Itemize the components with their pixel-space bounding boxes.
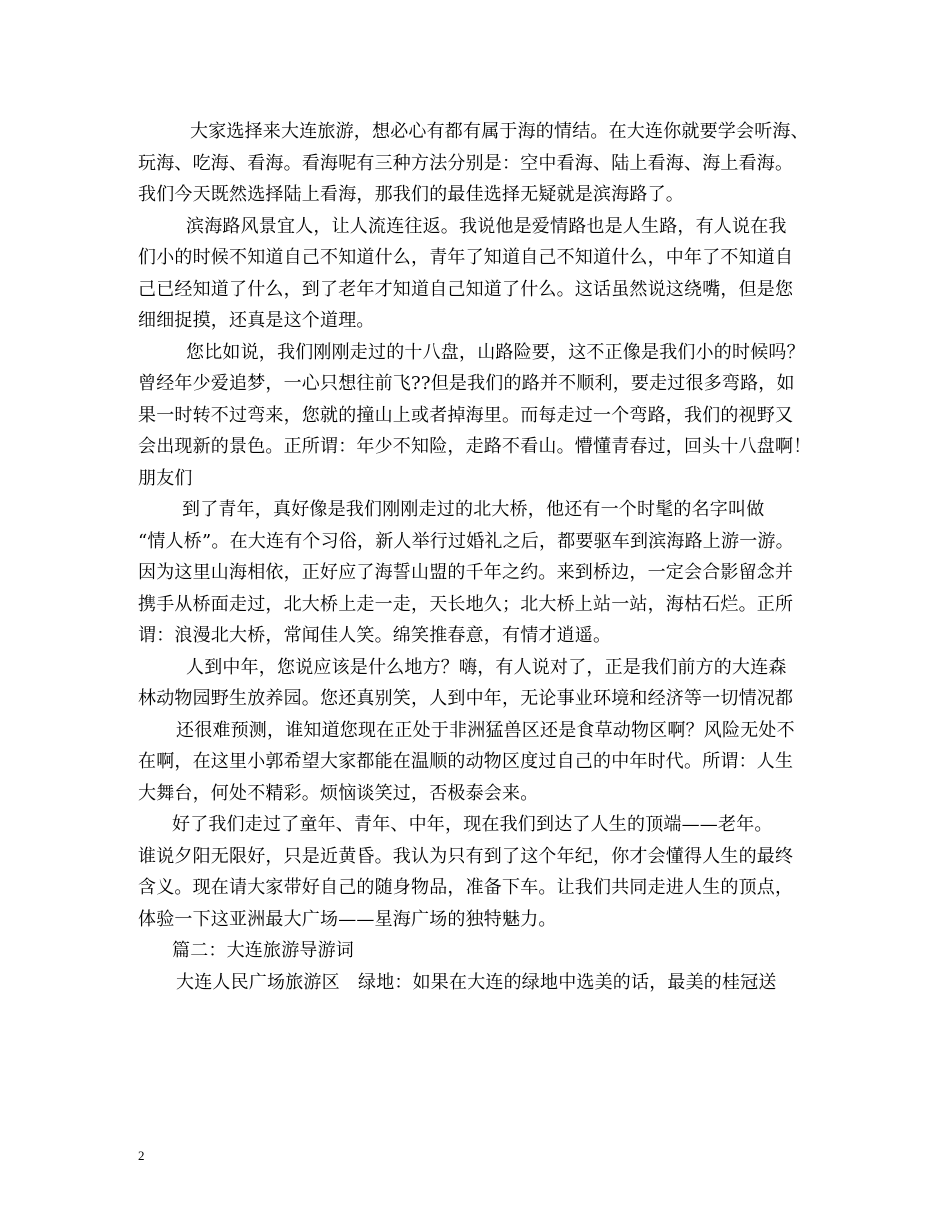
text-line: 林动物园野生放养园。您还真别笑，人到中年，无论事业环境和经济等一切情况都 [138, 688, 794, 709]
text-line: 人到中年，您说应该是什么地方？嗨，有人说对了，正是我们前方的大连森 [186, 656, 787, 678]
text-line: 谓：浪漫北大桥，常闻佳人笑。绵笑推春意，有情才逍遥。 [138, 625, 612, 646]
text-line: 细细捉摸，还真是这个道理。 [138, 310, 375, 331]
text-line: “情人桥”。在大连有个习俗，新人举行过婚礼之后，都要驱车到滨海路上游一游。 [138, 530, 794, 552]
text-line: 果一时转不过弯来，您就的撞山上或者掉海里。而每走过一个弯路，我们的视野又 [138, 404, 794, 426]
text-line: 朋友们 [138, 467, 193, 489]
text-line: 您比如说，我们刚刚走过的十八盘，山路险要，这不正像是我们小的时候吗？ [186, 341, 805, 363]
text-line: 大家选择来大连旅游，想必心有都有属于海的情结。在大连你就要学会听海、 [190, 121, 809, 142]
text-line: 曾经年少爱追梦，一心只想往前飞??但是我们的路并不顺利，要走过很多弯路，如 [138, 373, 795, 394]
text-line: 大舞台，何处不精彩。烦恼谈笑过，否极泰会来。 [138, 782, 539, 804]
text-line: 体验一下这亚洲最大广场——星海广场的独特魅力。 [138, 908, 557, 930]
text-line: 好了我们走过了童年、青年、中年，现在我们到达了人生的顶端——老年。 [172, 814, 773, 835]
text-line: 己已经知道了什么，到了老年才知道自己知道了什么。这话虽然说这绕嘴，但是您 [138, 278, 794, 300]
text-line: 在啊，在这里小郭希望大家都能在温顺的动物区度过自己的中年时代。所谓：人生 [138, 751, 794, 772]
page-number: 2 [138, 1148, 145, 1163]
text-line: 会出现新的景色。正所谓：年少不知险，走路不看山。懵懂青春过，回头十八盘啊！ [138, 436, 812, 457]
text-line: 携手从桥面走过，北大桥上走一走，天长地久；北大桥上站一站，海枯石烂。正所 [138, 593, 794, 615]
text-line: 因为这里山海相依，正好应了海誓山盟的千年之约。来到桥边，一定会合影留念并 [138, 562, 794, 583]
text-line: 滨海路风景宜人，让人流连往返。我说他是爱情路也是人生路，有人说在我 [186, 215, 787, 237]
text-line: 篇二：大连旅游导游词 [172, 940, 354, 961]
text-line: 我们今天既然选择陆上看海，那我们的最佳选择无疑就是滨海路了。 [138, 184, 684, 205]
text-line: 到了青年，真好像是我们刚刚走过的北大桥，他还有一个时髦的名字叫做 [182, 499, 765, 520]
text-line: 玩海、吃海、看海。看海呢有三种方法分别是：空中看海、陆上看海、海上看海。 [138, 152, 794, 174]
text-line: 还很难预测，谁知道您现在正处于非洲猛兽区还是食草动物区啊？风险无处不 [176, 719, 795, 741]
text-line: 大连人民广场旅游区 绿地：如果在大连的绿地中选美的话，最美的桂冠送 [176, 971, 777, 993]
text-line: 们小的时候不知道自己不知道什么，青年了知道自己不知道什么，中年了不知道自 [138, 247, 794, 268]
text-line: 谁说夕阳无限好，只是近黄昏。我认为只有到了这个年纪，你才会懂得人生的最终 [138, 845, 794, 867]
body-text [138, 116, 828, 998]
text-line: 含义。现在请大家带好自己的随身物品，准备下车。让我们共同走进人生的顶点， [138, 877, 794, 898]
